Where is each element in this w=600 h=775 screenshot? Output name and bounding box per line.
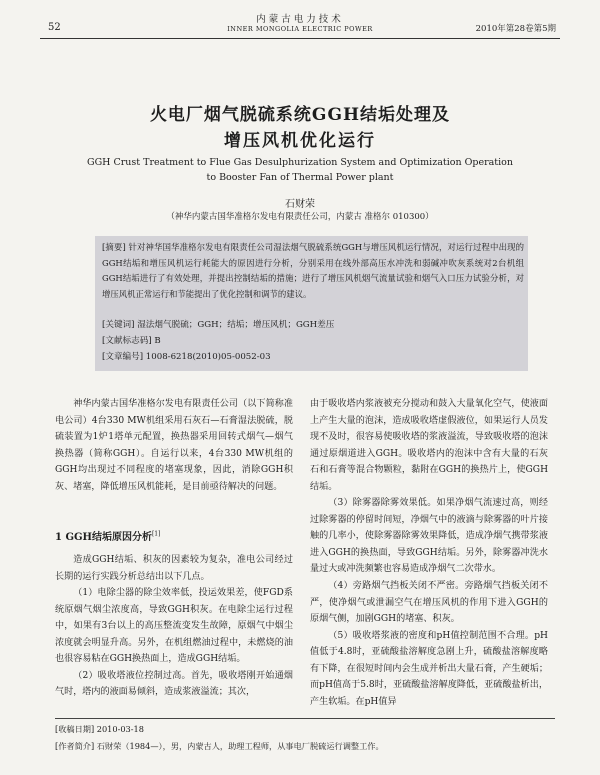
paragraph: 造成GGH结垢、积灰的因素较为复杂，准电公司经过长期的运行实践分析总结出以下几点。 — [55, 555, 293, 582]
received-date: [收稿日期] 2010-03-18 — [55, 724, 144, 734]
intro-column — [55, 396, 293, 495]
journal-name-en: INNER MONGOLIA ELECTRIC POWER — [227, 25, 373, 33]
header-rule — [40, 38, 560, 39]
doc-code: [文献标志码] B — [102, 336, 161, 346]
paragraph: （1）电除尘器的除尘效率低，投运效果差，使FGD系统原烟气烟尘浓度高，导致GGH积灰。在电除尘运行过程中，如果有3台以上的高压整流变发生故障，原烟气中烟尘浓度就会明显升高。另外，在机组燃油过程中，未燃烧的油也很容易粘在GGH换热面上，造成GGH结垢。 — [55, 588, 293, 665]
right-column — [310, 396, 548, 710]
article-number: [文章编号] 1008-6218(2010)05-0052-03 — [102, 352, 271, 362]
journal-name-cn: 内蒙古电力技术 — [256, 14, 344, 25]
abstract: [摘要] 针对神华国华准格尔发电有限责任公司湿法烟气脱硫系统GGH与增压风机运行情况，对运行过程中出现的GGH结垢和增压风机运行耗能大的原因进行分析，分别采用在线外部高压水冲洗和弱碱冲吹灰系统对2台机组GGH结垢进行了有效处理，并提出控制结垢的措施；进行了增压风机烟气流量试验和烟气入口压力试验分析，对增压风机正常运行和节能提出了优化控制和调节的建议。 — [102, 242, 524, 299]
issue-info: 2010年第28卷第5期 — [475, 24, 556, 34]
paragraph: 由于吸收塔内浆液被充分搅动和鼓入大量氧化空气，使液面上产生大量的泡沫，造成吸收塔虚假液位，如果运行人员发现不及时，很容易使吸收塔的浆液溢流，导致吸收塔的泡沫通过原烟道进入GGH。吸收塔内的泡沫中含有大量的石灰石和石膏等混合物颗粒，黏附在GGH的换热片上，使GGH结垢。 — [310, 399, 548, 492]
title-en — [60, 155, 540, 185]
title-en-line2: to Booster Fan of Thermal Power plant — [206, 172, 394, 183]
footnote — [55, 718, 555, 755]
section-heading — [55, 528, 160, 543]
title-en-line1: GGH Crust Treatment to Flue Gas Desulphurization System and Optimization Operation — [87, 157, 513, 168]
author-bio: [作者简介] 石财荣（1984—），男，内蒙古人，助理工程师，从事电厂脱硫运行调整工作。 — [55, 741, 384, 751]
paragraph: （5）吸收塔浆液的密度和pH值控制范围不合理。pH值低于4.8时，亚硫酸盐溶解度急剧上升，硫酸盐溶解度略有下降，在很短时间内会生成并析出大量石膏，产生硬垢；而pH值高于5.8时，亚硫酸盐溶解度降低，亚硫酸盐析出，产生软垢。在pH值异 — [310, 630, 548, 707]
section-title: 1 GGH结垢原因分析 — [55, 532, 152, 543]
left-column — [55, 552, 293, 701]
paragraph: （4）旁路烟气挡板关闭不严密。旁路烟气挡板关闭不严，使净烟气或泄漏空气在增压风机的作用下进入GGH的原烟气侧，加剧GGH的堵塞、积灰。 — [310, 581, 548, 625]
paragraph: （3）除雾器除雾效果低。如果净烟气流速过高，则经过除雾器的停留时间短，净烟气中的液滴与除雾器的叶片接触的几率小，使除雾器除雾效果降低，造成净烟气携带浆液进入GGH的换热面，导致GGH结垢。另外，除雾器冲洗水量过大或冲洗频繁也容易造成净烟气二次带水。 — [310, 498, 548, 575]
section-ref: [1] — [151, 530, 161, 538]
paragraph: （2）吸收塔液位控制过高。首先，吸收塔刚开始通烟气时，塔内的液面易倾斜，造成浆液溢流；其次， — [55, 670, 293, 698]
keywords: [关键词] 湿法烟气脱硫；GGH；结垢；增压风机；GGH差压 — [102, 320, 335, 330]
running-header — [0, 8, 600, 36]
page-number: 52 — [48, 22, 61, 33]
intro-paragraph: 神华内蒙古国华准格尔发电有限责任公司（以下简称准电公司）4台330 MW机组采用石灰石—石膏湿法脱硫，脱硫装置为1炉1塔单元配置，换热器采用回转式烟气—烟气换热器（简称GGH）。自运行以来，4台330 MW机组的GGH均出现过不同程度的堵塞现象，因此，消除GGH积灰、堵塞，降低增压风机能耗，是目前亟待解决的问题。 — [55, 399, 293, 492]
affiliation: （神华内蒙古国华准格尔发电有限责任公司，内蒙古 准格尔 010300） — [166, 212, 434, 222]
title-cn-line2: 增压风机优化运行 — [224, 131, 376, 151]
title-cn-line1: 火电厂烟气脱硫系统GGH结垢处理及 — [149, 105, 451, 125]
author: 石财荣 — [285, 199, 315, 210]
